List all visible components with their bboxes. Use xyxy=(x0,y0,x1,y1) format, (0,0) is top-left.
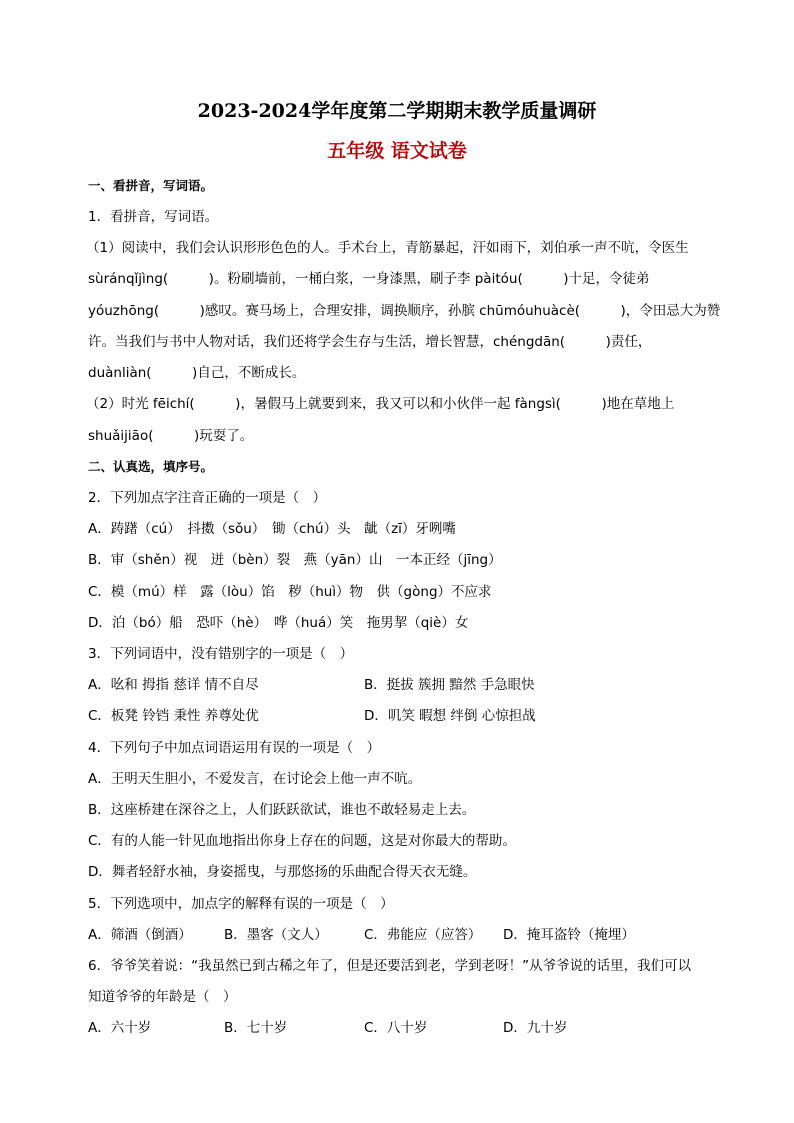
q2-option-a: A．踌躇（cú） 抖擞（sǒu） 锄（chú）头 龇（zī）牙咧嘴 xyxy=(88,521,456,537)
q3-option-a: A．吆和 拇指 慈详 情不自尽 xyxy=(88,677,259,693)
q5-option-a: A．筛酒（倒酒） xyxy=(88,927,192,943)
q1-text-line: shuǎijiāo( )玩耍了。 xyxy=(88,428,254,444)
question-5-stem: 5．下列选项中，加点字的解释有误的一项是（ ） xyxy=(88,896,394,912)
q1-text-line: yóuzhōng( )感叹。赛马场上，合理安排，调换顺序，孙膑 chūmóuhuàcè( )，令田忌大为赞 xyxy=(88,303,721,319)
question-3-stem: 3．下列词语中，没有错别字的一项是（ ） xyxy=(88,646,354,662)
page-title: 2023-2024学年度第二学期期末教学质量调研 xyxy=(197,100,597,122)
q4-option-b: B．这座桥建在深谷之上，人们跃跃欲试，谁也不敢轻易走上去。 xyxy=(88,802,476,818)
question-6-stem-cont: 知道爷爷的年龄是（ ） xyxy=(88,989,237,1005)
q4-option-c: C．有的人能一针见血地指出你身上存在的问题，这是对你最大的帮助。 xyxy=(88,833,516,849)
q6-option-c: C．八十岁 xyxy=(364,1020,428,1036)
q6-option-b: B．七十岁 xyxy=(224,1020,288,1036)
q2-option-b: B．审（shěn）视 迸（bèn）裂 燕（yān）山 一本正经（jīng） xyxy=(88,552,502,568)
section-1-heading: 一、看拼音，写词语。 xyxy=(88,178,214,193)
page-subtitle: 五年级 语文试卷 xyxy=(327,140,467,162)
section-2-heading: 二、认真选，填序号。 xyxy=(88,459,214,474)
question-2-stem: 2．下列加点字注音正确的一项是（ ） xyxy=(88,490,327,506)
question-6-stem: 6．爷爷笑着说：“我虽然已到古稀之年了，但是还要活到老，学到老呀！”从爷爷说的话里，我们可以 xyxy=(88,958,692,974)
q1-text-line: 许。当我们与书中人物对话，我们还将学会生存与生活，增长智慧，chéngdān( )责任， xyxy=(88,334,652,350)
q3-option-b: B．挺拔 簇拥 黯然 手急眼快 xyxy=(364,677,535,693)
q5-option-b: B．墨客（文人） xyxy=(224,927,328,943)
q6-option-d: D．九十岁 xyxy=(503,1020,568,1036)
q1-text-line: （1）阅读中，我们会认识形形色色的人。手术台上，青筋暴起，汗如雨下，刘伯承一声不吭，令医生 xyxy=(86,240,689,256)
question-1-stem: 1．看拼音，写词语。 xyxy=(88,209,219,225)
q1-text-line: sùránqǐjìng( )。粉刷墙前，一桶白浆，一身漆黑，刷子李 pàitóu( )十足，令徒弟 xyxy=(88,271,650,287)
q1-text-line: （2）时光 fēichí( )，暑假马上就要到来，我又可以和小伙伴一起 fàngsì( )地在草地上 xyxy=(86,396,675,412)
question-4-stem: 4．下列句子中加点词语运用有误的一项是（ ） xyxy=(88,740,381,756)
q2-option-d: D．泊（bó）船 恐吓（hè） 哗（huá）笑 拖男挈（qiè）女 xyxy=(88,615,469,631)
q5-option-d: D．掩耳盗铃（掩埋） xyxy=(503,927,635,943)
q2-option-c: C．模（mú）样 露（lòu）馅 秽（huì）物 供（gòng）不应求 xyxy=(88,584,492,600)
q3-option-c: C．板凳 铃铛 秉性 养尊处优 xyxy=(88,708,259,724)
q6-option-a: A．六十岁 xyxy=(88,1020,152,1036)
q5-option-c: C．弗能应（应答） xyxy=(364,927,482,943)
q4-option-d: D．舞者轻舒水袖，身姿摇曳，与那悠扬的乐曲配合得天衣无缝。 xyxy=(88,864,477,880)
q3-option-d: D．叽笑 暇想 绊倒 心惊担战 xyxy=(364,708,536,724)
q1-text-line: duànliàn( )自己，不断成长。 xyxy=(88,365,306,381)
q4-option-a: A．王明天生胆小，不爱发言，在讨论会上他一声不吭。 xyxy=(88,771,422,787)
